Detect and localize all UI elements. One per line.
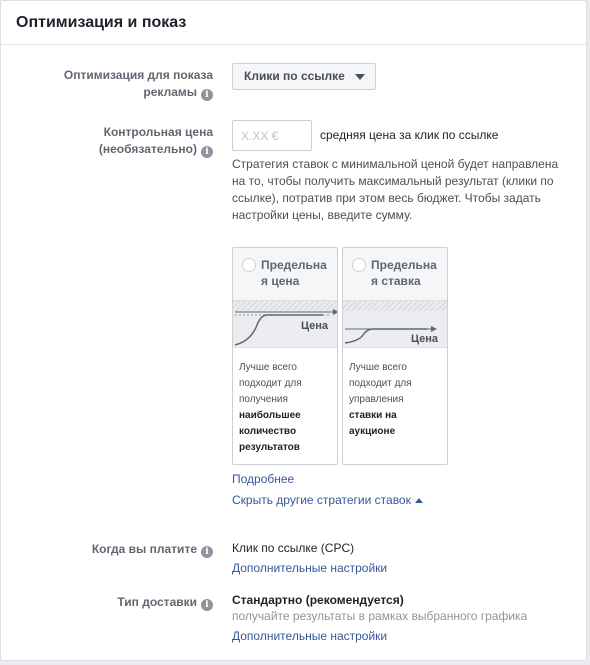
graph-label: Цена	[410, 333, 438, 345]
delivery-label: Тип доставки i	[13, 594, 213, 611]
delivery-value: Стандартно (рекомендуется)	[232, 593, 404, 607]
info-icon[interactable]: i	[201, 146, 213, 158]
when-pay-label: Когда вы платите i	[13, 541, 213, 558]
section-header	[1, 1, 586, 45]
strategy-radio[interactable]	[352, 258, 366, 272]
section-title: Оптимизация и показ	[16, 14, 187, 31]
when-pay-value: Клик по ссылке (CPC)	[232, 541, 355, 555]
strategy-title: Предельна я цена	[261, 258, 327, 288]
caret-down-icon	[355, 74, 365, 80]
strategy-card-bid-cap[interactable]	[342, 247, 448, 465]
when-pay-more-settings-link[interactable]: Дополнительные настройки	[232, 561, 388, 575]
strategy-graph	[233, 300, 337, 348]
info-icon[interactable]: i	[201, 546, 213, 558]
graph-label: Цена	[300, 320, 328, 332]
info-icon[interactable]: i	[201, 89, 213, 101]
strategy-radio[interactable]	[242, 258, 256, 272]
bid-control-label: Контрольная цена (необязательно) i	[98, 125, 213, 157]
optimization-dropdown[interactable]	[232, 63, 376, 90]
strategy-title: Предельна я ставка	[371, 258, 437, 288]
bid-control-input[interactable]	[232, 120, 312, 151]
strategy-description: Лучше всего подходит для получения наибольшее количество результатов	[233, 348, 337, 465]
bid-strategy-description: Стратегия ставок с минимальной ценой будет направлена на то, чтобы получить максимальный результат (клики по ссылке), потратив при этом весь бюджет. Чтобы задать настройки цены, введите сумму.	[232, 157, 559, 222]
bid-control-suffix: средняя цена за клик по ссылке	[320, 128, 499, 142]
strategy-description: Лучше всего подходит для управления ставки на аукционе	[343, 348, 447, 465]
optimization-label: Оптимизация для показа рекламы i	[63, 68, 213, 100]
delivery-subtext: получайте результаты в рамках выбранного графика	[232, 609, 528, 623]
optimization-value: Клики по ссылке	[244, 69, 345, 83]
delivery-more-settings-link[interactable]: Дополнительные настройки	[232, 629, 388, 643]
caret-up-icon	[415, 498, 423, 503]
more-link[interactable]: Подробнее	[232, 472, 295, 486]
strategy-graph	[343, 300, 447, 348]
strategy-card-lowest-cost[interactable]	[232, 247, 338, 465]
hide-strategies-link[interactable]: Скрыть другие стратегии ставок	[232, 492, 423, 509]
info-icon[interactable]: i	[201, 599, 213, 611]
